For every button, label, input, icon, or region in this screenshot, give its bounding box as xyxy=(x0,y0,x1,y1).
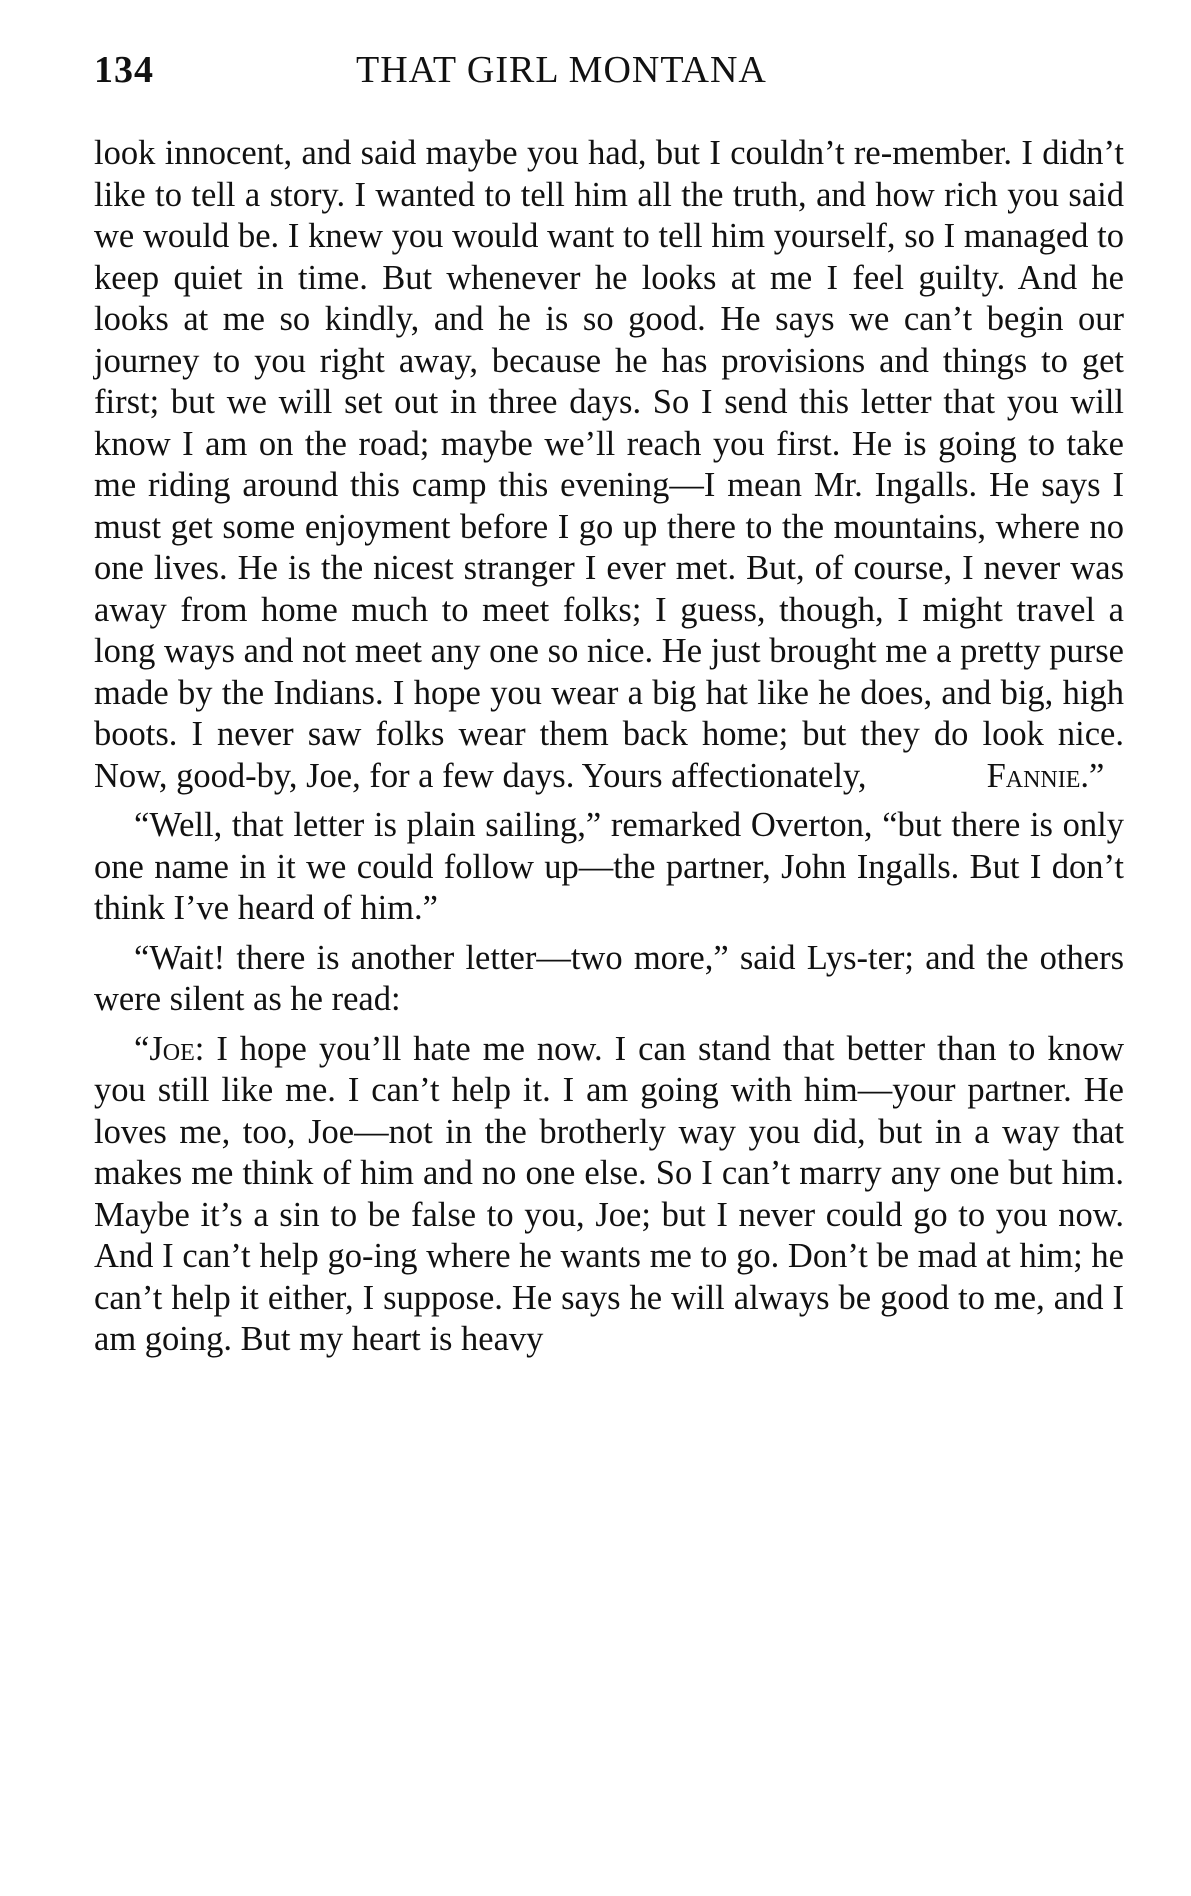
signature-close-quote: ” xyxy=(1089,756,1105,795)
paragraph-lyster: “Wait! there is another letter—two more,” said Lys-ter; and the others were silent as he read: xyxy=(94,938,1124,1018)
paragraph-second-letter xyxy=(94,1029,1124,1361)
running-head xyxy=(94,40,1124,100)
paragraph-text: look innocent, and said maybe you had, but I couldn’t re-member. I didn’t like to tell a story. I wanted to tell him all the truth, and how rich you said we would be. I knew you would want to tell him yourself, so I managed to keep quiet in time. But whenever he looks at me I feel guilty. And he looks at me so kindly, and he is so good. He says we can’t begin our journey to you right away, because he has provisions and things to get first; but we will set out in three days. So I send this letter that you will know I am on the road; maybe we’ll reach you first. He is going to take me riding around this camp this evening—I mean Mr. Ingalls. He says I must get some enjoyment before I go up there to the mountains, where no one lives. He is the nicest stranger I ever met. But, of course, I never was away from home much to meet folks; I guess, though, I might travel a long ways and not meet any one so nice. He just brought me a pretty purse made by the Indians. I hope you wear a big hat like he does, and big, high boots. I never saw folks wear them back home; but they do look nice. Now, good-by, Joe, for a few days. Yours affectionately, xyxy=(94,134,1124,795)
page-number: 134 xyxy=(94,49,154,91)
paragraph-letter-continuation xyxy=(94,133,1124,797)
book-page xyxy=(94,40,1124,1361)
paragraph-text: I hope you’ll hate me now. I can stand that better than to know you still like me. I can’t help it. I am going with him—your partner. He loves me, too, Joe—not in the brotherly way you did, but in a way that makes me think of him and no one else. So I can’t marry any one but him. Maybe it’s a sin to be false to you, Joe; but I never could go to you now. And I can’t help go-ing where he wants me to go. Don’t be mad at him; he can’t help it either, I suppose. He says he will always be good to me, and I am going. But my heart is heavy xyxy=(94,1029,1124,1358)
signature: Fannie. xyxy=(986,756,1090,795)
paragraph-overton: “Well, that letter is plain sailing,” remarked Overton, “but there is only one name in it we could follow up—the partner, John Ingalls. But I don’t think I’ve heard of him.” xyxy=(94,806,1124,927)
letter-salutation: “Joe: xyxy=(134,1029,205,1068)
book-title: THAT GIRL MONTANA xyxy=(356,49,767,91)
body-text xyxy=(94,133,1124,1361)
